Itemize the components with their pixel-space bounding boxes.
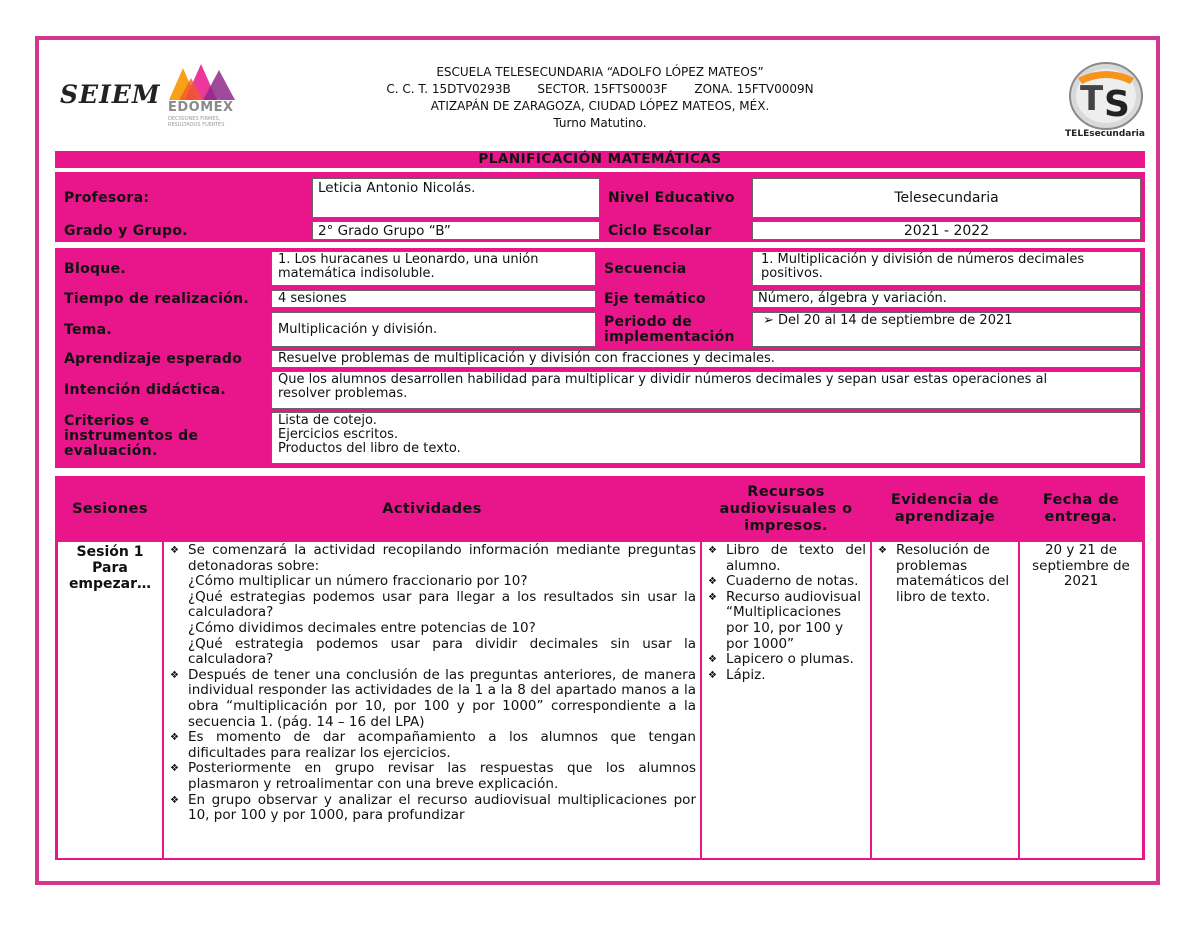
criterios-label: Criterios e instrumentos de evaluación. (58, 412, 268, 464)
activity-item: ❖ Posteriormente en grupo revisar las respuestas que los alumnos plasmaron y retroalimentar con una breve explicación. (164, 761, 696, 792)
svg-text:T: T (1080, 79, 1104, 119)
edomex-logo (165, 62, 240, 134)
school-info (330, 64, 870, 132)
svg-text:S: S (1104, 84, 1130, 125)
activity-question: ¿Cómo dividimos decimales entre potencias de 10? (188, 619, 536, 636)
aprendizaje-value: Resuelve problemas de multiplicación y división con fracciones y decimales. (271, 350, 1141, 368)
page-title: PLANIFICACIÓN MATEMÁTICAS (55, 151, 1145, 168)
telesecundaria-logo (1060, 58, 1150, 143)
periodo-label: Periodo de implementación (598, 312, 748, 347)
eje-label: Eje temático (598, 290, 748, 308)
criterio-item: Ejercicios escritos. (278, 427, 399, 442)
school-codes: C. C. T. 15DTV0293B SECTOR. 15FTS0003F ZONA. 15FTV0009N (386, 82, 814, 96)
session-label: Sesión 1 Para empezar… (68, 544, 152, 592)
school-shift: Turno Matutino. (553, 116, 647, 130)
nivel-label: Nivel Educativo (602, 178, 748, 218)
tema-value-text: Multiplicación y división. (278, 321, 438, 337)
secuencia-value: 1. Multiplicación y división de números decimales positivos. (752, 251, 1141, 286)
recurso-item: ❖ Recurso audiovisual “Multiplicaciones por 10, por 100 y por 1000” (702, 590, 866, 652)
activities-cell (164, 542, 700, 858)
grado-label: Grado y Grupo. (58, 221, 308, 240)
recursos-list (702, 543, 866, 683)
aprendizaje-label: Aprendizaje esperado (58, 350, 268, 368)
recurso-item: ❖ Libro de texto del alumno. (702, 543, 866, 574)
school-name: ESCUELA TELESECUNDARIA “ADOLFO LÓPEZ MATEOS” (436, 65, 764, 79)
bloque-value: 1. Los huracanes u Leonardo, una unión matemática indisoluble. (271, 251, 596, 286)
activities-list (164, 543, 696, 824)
ciclo-value-text: 2021 - 2022 (903, 222, 990, 239)
header-actividades: Actividades (164, 478, 700, 540)
tiempo-value: 4 sesiones (271, 290, 596, 308)
session-cell (58, 542, 162, 858)
activity-question: ¿Qué estrategia podemos usar para dividir decimales sin usar la calculadora? (188, 635, 696, 668)
header-recursos: Recursos audiovisuales o impresos. (702, 478, 870, 540)
secuencia-label: Secuencia (598, 251, 748, 286)
edomex-wordmark: EDOMÉX (168, 100, 234, 115)
nivel-value (752, 178, 1141, 218)
header-sesiones: Sesiones (58, 478, 162, 540)
activity-item: ❖ Se comenzará la actividad recopilando información mediante preguntas detonadoras sobre: ¿Cómo multiplicar un número fraccionario por 10? ¿Qué estrategias podemos usar para llegar a los resultados sin usar la calculadora? ¿Cómo dividimos decimales entre potencias de 10? ¿Qué estrategia podemos usar para dividir decimales sin usar la calculadora? (164, 543, 696, 668)
recurso-item: ❖ Lapicero o plumas. (702, 652, 866, 668)
recurso-item: ❖ Cuaderno de notas. (702, 574, 866, 590)
intencion-label: Intención didáctica. (58, 371, 268, 409)
header-fecha: Fecha de entrega. (1020, 478, 1142, 540)
grado-value (312, 221, 600, 240)
activity-question: ¿Cómo multiplicar un número fraccionario por 10? (188, 573, 528, 590)
grado-value-text: 2° Grado Grupo “B” (318, 222, 451, 239)
ts-caption: TELEsecundaria (1065, 129, 1145, 139)
criterio-item: Lista de cotejo. (278, 413, 377, 428)
evidencia-cell (872, 542, 1018, 858)
seiem-logo: SEIEM (60, 80, 161, 109)
school-location: ATIZAPÁN DE ZARAGOZA, CIUDAD LÓPEZ MATEOS, MÉX. (430, 99, 770, 113)
activity-item: ❖ Es momento de dar acompañamiento a los alumnos que tengan dificultades para realizar los ejercicios. (164, 730, 696, 761)
recurso-item: ❖ Lápiz. (702, 668, 866, 684)
evidencia-list (872, 543, 1014, 605)
edomex-mark-icon (165, 62, 240, 102)
criterio-item: Productos del libro de texto. (278, 441, 461, 456)
activity-question: ¿Qué estrategias podemos usar para llegar a los resultados sin usar la calculadora? (188, 588, 696, 621)
nivel-value-text: Telesecundaria (894, 190, 999, 206)
bloque-label: Bloque. (58, 251, 268, 286)
fecha-cell (1020, 542, 1142, 858)
activity-item: ❖ Después de tener una conclusión de las preguntas anteriores, de manera individual responder las actividades de la 1 a la 8 del apartado manos a la obra “multiplicación por 10, por 100 y por 1000” correspondiente a la secuencia 1. (pág. 14 – 16 del LPA) (164, 668, 696, 730)
fecha-value: 20 y 21 de septiembre de 2021 (1032, 542, 1130, 590)
criterios-value (271, 412, 1141, 464)
tema-value (271, 312, 596, 347)
eje-value: Número, álgebra y variación. (752, 290, 1141, 308)
activity-item: ❖ En grupo observar y analizar el recurso audiovisual multiplicaciones por 10, por 100 y por 1000, para profundizar (164, 793, 696, 824)
evidencia-item: ❖ Resolución de problemas matemáticos del libro de texto. (872, 543, 1014, 605)
profesora-label: Profesora: (58, 178, 308, 218)
edomex-tagline: DECISIONES FIRMES, RESULTADOS FUERTES (168, 116, 225, 128)
header-evidencia: Evidencia de aprendizaje (872, 478, 1018, 540)
ts-logo-icon (1060, 58, 1150, 130)
ciclo-label: Ciclo Escolar (602, 221, 748, 240)
tema-label: Tema. (58, 312, 268, 347)
periodo-value: ➢ Del 20 al 14 de septiembre de 2021 (752, 312, 1141, 347)
intencion-value: Que los alumnos desarrollen habilidad para multiplicar y dividir números decimales y sepan usar estas operaciones al resolver problemas. (271, 371, 1141, 409)
recursos-cell (702, 542, 870, 858)
profesora-value: Leticia Antonio Nicolás. (312, 178, 600, 218)
tiempo-label: Tiempo de realización. (58, 290, 268, 308)
ciclo-value (752, 221, 1141, 240)
